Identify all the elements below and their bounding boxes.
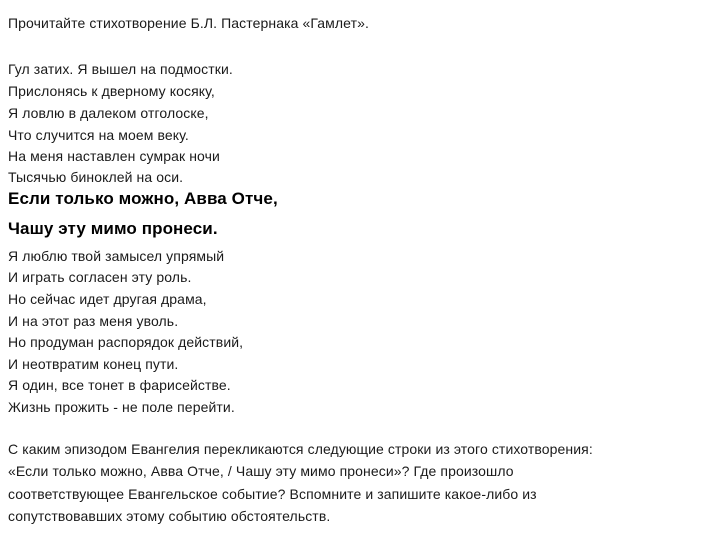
poem-line: И неотвратим конец пути. [8,356,179,372]
poem-highlight-line: Чашу эту мимо пронеси. [8,219,218,238]
poem-line: Прислонясь к дверному косяку, [8,83,215,99]
poem-line: Я ловлю в далеком отголоске, [8,105,209,121]
poem-line: Гул затих. Я вышел на подмостки. [8,61,233,77]
poem-line: На меня наставлен сумрак ночи [8,148,220,164]
poem-line: Жизнь прожить - не поле перейти. [8,399,235,415]
question-line: С каким эпизодом Евангелия перекликаются следующие строки из этого стихотворения: [8,441,593,457]
poem-line: Но продуман распорядок действий, [8,334,244,350]
poem-highlight-line: Если только можно, Авва Отче, [8,189,278,208]
poem-line: Что случится на моем веку. [8,127,189,143]
question-line: соответствующее Евангельское событие? Вспомните и запишите какое-либо из [8,486,537,502]
poem-line: Я люблю твой замысел упрямый [8,248,225,264]
poem-line: Я один, все тонет в фарисействе. [8,377,231,393]
poem-line: И играть согласен эту роль. [8,269,192,285]
poem-line: Тысячью биноклей на оси. [8,169,184,185]
instruction-text: Прочитайте стихотворение Б.Л. Пастернака «Гамлет». [8,15,369,31]
question-line: сопутствовавших этому событию обстоятельств. [8,508,331,524]
question-line: «Если только можно, Авва Отче, / Чашу эту мимо пронеси»? Где произошло [8,463,514,479]
poem-line: Но сейчас идет другая драма, [8,291,207,307]
poem-line: И на этот раз меня уволь. [8,313,179,329]
